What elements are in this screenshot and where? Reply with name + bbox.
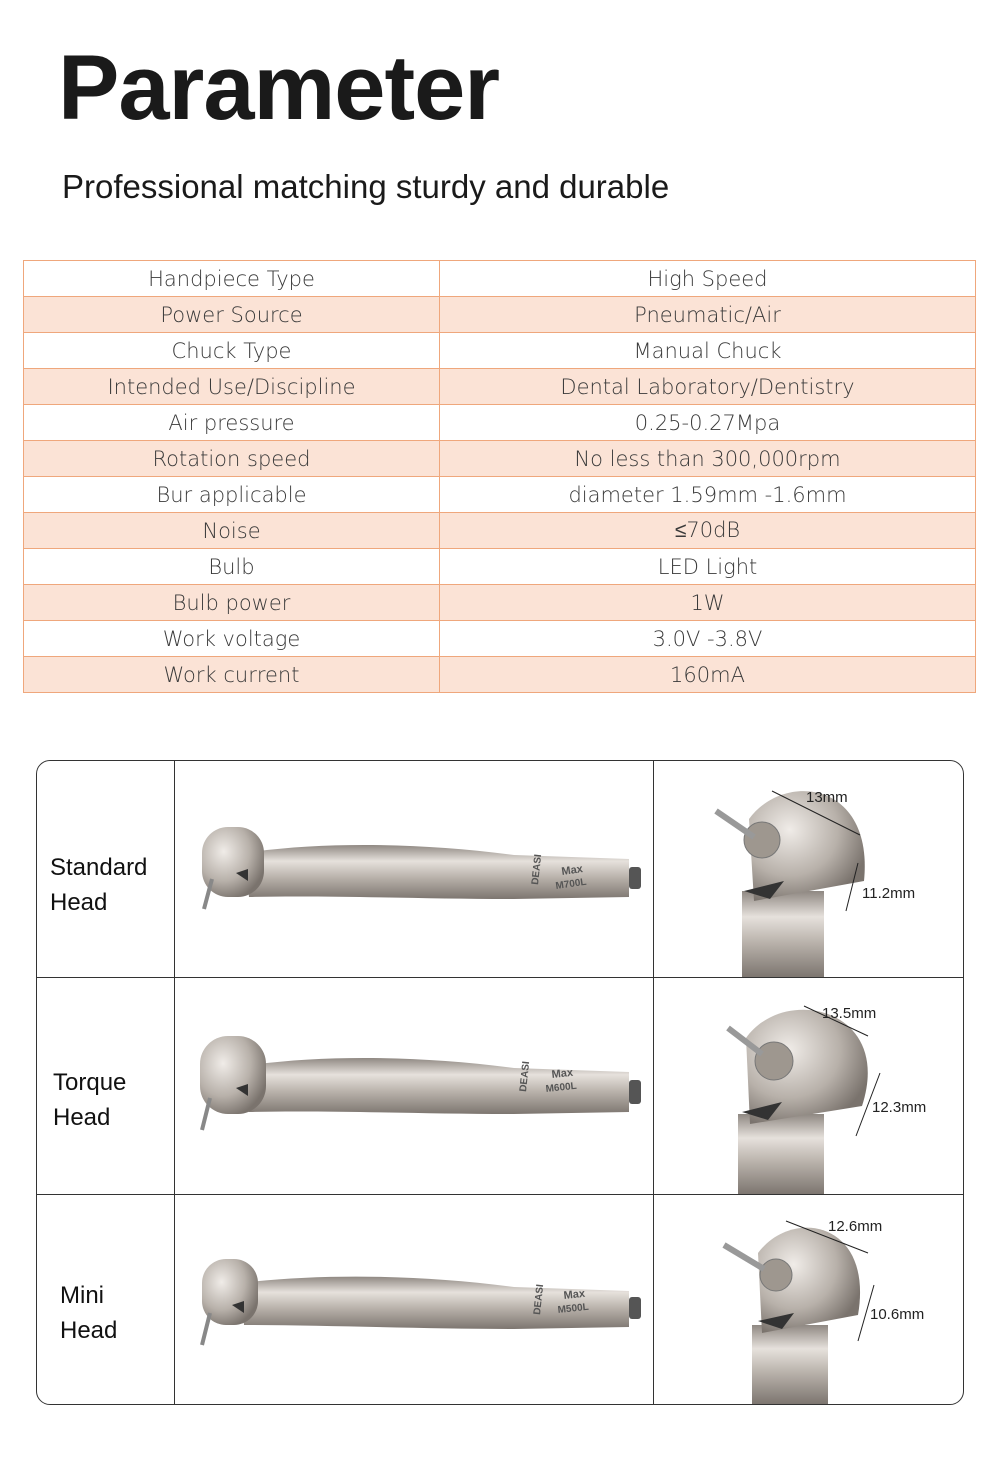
- param-name: Noise: [24, 513, 440, 549]
- handpiece-series: Max: [560, 863, 584, 878]
- head-dimension-illustration: [654, 761, 963, 977]
- table-row: [24, 549, 976, 585]
- param-name: Chuck Type: [24, 333, 440, 369]
- param-name: Power Source: [24, 297, 440, 333]
- handpiece-illustration: [174, 1195, 653, 1404]
- table-row: [24, 297, 976, 333]
- head-closeup: [654, 761, 963, 977]
- param-value: Manual Chuck: [440, 333, 976, 369]
- param-name: Work current: [24, 657, 440, 693]
- head-label-cell: [37, 1195, 175, 1404]
- handpiece-image: [174, 761, 654, 977]
- table-row: [24, 657, 976, 693]
- param-value: 160mA: [440, 657, 976, 693]
- table-row: [24, 477, 976, 513]
- head-row-torque: [37, 978, 963, 1195]
- handpiece-brand: DEASI: [530, 853, 545, 886]
- head-label-line1: Torque: [53, 1069, 127, 1096]
- head-label-line1: Mini: [60, 1282, 105, 1309]
- head-closeup: [654, 1195, 963, 1404]
- param-value: ≤70dB: [440, 513, 976, 549]
- head-comparison-grid: [36, 760, 964, 1405]
- handpiece-image: [174, 1195, 654, 1404]
- table-row: [24, 333, 976, 369]
- param-name: Intended Use/Discipline: [24, 369, 440, 405]
- head-dimension-illustration: [654, 978, 963, 1194]
- param-value: LED Light: [440, 549, 976, 585]
- table-row: [24, 369, 976, 405]
- dimension-height: 10.6mm: [870, 1306, 925, 1323]
- param-name: Bulb power: [24, 585, 440, 621]
- dimension-width: 13mm: [806, 789, 848, 806]
- param-name: Work voltage: [24, 621, 440, 657]
- table-row: [24, 621, 976, 657]
- handpiece-model: M600L: [545, 1080, 578, 1095]
- dimension-height: 12.3mm: [872, 1099, 927, 1116]
- handpiece-brand: DEASI: [532, 1283, 547, 1316]
- head-dimension-illustration: [654, 1195, 963, 1404]
- head-label-line2: Head: [60, 1317, 118, 1344]
- param-value: 0.25-0.27Mpa: [440, 405, 976, 441]
- head-label-cell: [37, 761, 175, 977]
- handpiece-series: Max: [563, 1287, 586, 1302]
- dimension-width: 12.6mm: [828, 1218, 883, 1235]
- table-row: [24, 585, 976, 621]
- page-title: Parameter: [58, 37, 500, 139]
- parameter-table: [23, 260, 976, 693]
- param-value: diameter 1.59mm -1.6mm: [440, 477, 976, 513]
- handpiece-model: M500L: [557, 1301, 590, 1316]
- param-value: 1W: [440, 585, 976, 621]
- head-label-line2: Head: [53, 1104, 111, 1131]
- table-row: [24, 441, 976, 477]
- handpiece-image: [174, 978, 654, 1194]
- param-name: Bulb: [24, 549, 440, 585]
- handpiece-model: M700L: [554, 876, 588, 892]
- param-value: Pneumatic/Air: [440, 297, 976, 333]
- head-label-cell: [37, 978, 175, 1194]
- param-value: Dental Laboratory/Dentistry: [440, 369, 976, 405]
- handpiece-series: Max: [551, 1066, 574, 1081]
- page-subtitle: Professional matching sturdy and durable: [62, 168, 670, 205]
- param-value: 3.0V -3.8V: [440, 621, 976, 657]
- param-name: Air pressure: [24, 405, 440, 441]
- handpiece-illustration: [174, 978, 653, 1194]
- dimension-height: 11.2mm: [862, 885, 916, 902]
- param-name: Rotation speed: [24, 441, 440, 477]
- head-label-line2: Head: [50, 889, 108, 916]
- param-name: Handpiece Type: [24, 261, 440, 297]
- handpiece-brand: DEASI: [518, 1060, 533, 1093]
- head-row-mini: [37, 1195, 963, 1404]
- table-row: [24, 261, 976, 297]
- head-label-line1: Standard: [50, 854, 148, 881]
- param-value: High Speed: [440, 261, 976, 297]
- param-name: Bur applicable: [24, 477, 440, 513]
- table-row: [24, 513, 976, 549]
- dimension-width: 13.5mm: [822, 1005, 877, 1022]
- handpiece-illustration: [174, 761, 653, 977]
- table-row: [24, 405, 976, 441]
- head-row-standard: [37, 761, 963, 978]
- param-value: No less than 300,000rpm: [440, 441, 976, 477]
- head-closeup: [654, 978, 963, 1194]
